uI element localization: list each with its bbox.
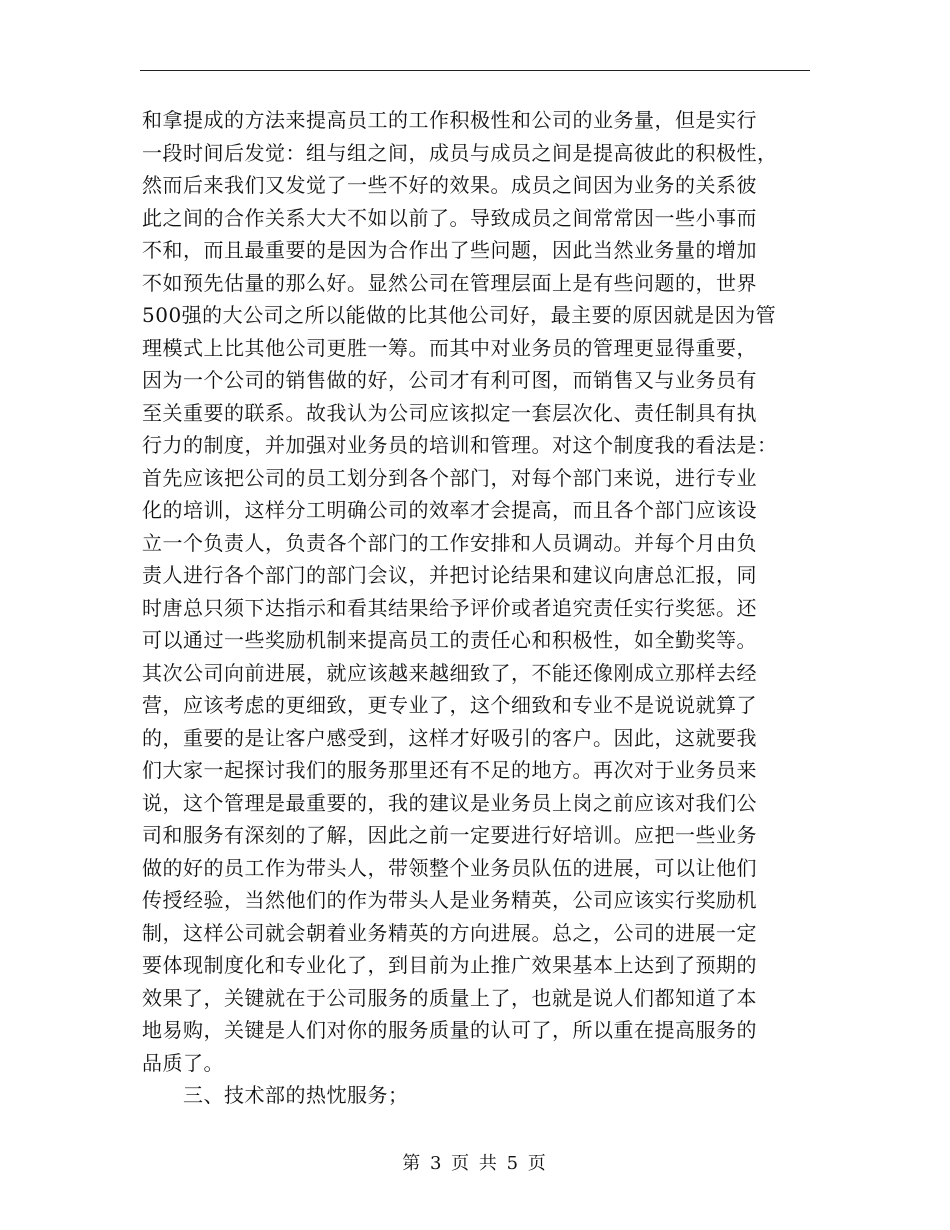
text-line: 不和，而且最重要的是因为合作出了些问题，因此当然业务量的增加 xyxy=(142,238,757,262)
text-line: 至关重要的联系。故我认为公司应该拟定一套层次化、责任制具有执 xyxy=(142,400,757,425)
text-line: 因为一个公司的销售做的好，公司才有利可图，而销售又与业务员有 xyxy=(142,368,757,392)
text-line: 们大家一起探讨我们的服务那里还有不足的地方。再次对于业务员来 xyxy=(142,758,757,782)
page-footer: 第 3 页 共 5 页 xyxy=(402,1153,548,1174)
text-line: 司和服务有深刻的了解，因此之前一定要进行好培训。应把一些业务 xyxy=(142,823,757,847)
text-line: 要体现制度化和专业化了，到目前为止推广效果基本上达到了预期的 xyxy=(142,953,757,977)
text-line: 化的培训，这样分工明确公司的效率才会提高，而且各个部门应该设 xyxy=(142,498,757,522)
text-line: 首先应该把公司的员工划分到各个部门，对每个部门来说，进行专业 xyxy=(142,465,757,490)
text-line: 说，这个管理是最重要的，我的建议是业务员上岗之前应该对我们公 xyxy=(142,790,757,815)
text-line: 做的好的员工作为带头人，带领整个业务员队伍的进展，可以让他们 xyxy=(142,855,757,880)
body-text xyxy=(142,104,822,1112)
text-line: 500强的大公司之所以能做的比其他公司好，最主要的原因就是因为管 xyxy=(142,303,777,327)
text-line: 此之间的合作关系大大不如以前了。导致成员之间常常因一些小事而 xyxy=(142,205,757,230)
text-line: 效果了，关键就在于公司服务的质量上了，也就是说人们都知道了本 xyxy=(142,985,757,1010)
text-line: 可以通过一些奖励机制来提高员工的责任心和积极性，如全勤奖等。 xyxy=(142,628,757,652)
text-line: 营，应该考虑的更细致，更专业了，这个细致和专业不是说说就算了 xyxy=(142,693,757,717)
text-line: 传授经验，当然他们的作为带头人是业务精英，公司应该实行奖励机 xyxy=(142,888,757,912)
text-line: 然而后来我们又发觉了一些不好的效果。成员之间因为业务的关系彼 xyxy=(142,173,757,197)
text-line: 时唐总只须下达指示和看其结果给予评价或者追究责任实行奖惩。还 xyxy=(142,595,757,620)
text-line: 和拿提成的方法来提高员工的工作积极性和公司的业务量，但是实行 xyxy=(142,108,757,132)
text-line: 一段时间后发觉：组与组之间，成员与成员之间是提高彼此的积极性， xyxy=(142,140,778,165)
header-rule xyxy=(140,70,810,71)
section-heading: 三、技术部的热忱服务； xyxy=(183,1083,409,1107)
text-line: 制，这样公司就会朝着业务精英的方向进展。总之，公司的进展一定 xyxy=(142,920,757,945)
text-line: 其次公司向前进展，就应该越来越细致了，不能还像刚成立那样去经 xyxy=(142,660,757,685)
text-line: 品质了。 xyxy=(142,1050,224,1075)
text-line: 立一个负责人，负责各个部门的工作安排和人员调动。并每个月由负 xyxy=(142,530,757,555)
text-line: 的，重要的是让客户感受到，这样才好吸引的客户。因此，这就要我 xyxy=(142,725,757,750)
text-line: 行力的制度，并加强对业务员的培训和管理。对这个制度我的看法是： xyxy=(142,433,778,457)
text-line: 不如预先估量的那么好。显然公司在管理层面上是有些问题的，世界 xyxy=(142,270,757,295)
text-line: 责人进行各个部门的部门会议，并把讨论结果和建议向唐总汇报，同 xyxy=(142,563,757,587)
text-line: 地易购，关键是人们对你的服务质量的认可了，所以重在提高服务的 xyxy=(142,1018,757,1042)
text-line: 理模式上比其他公司更胜一筹。而其中对业务员的管理更显得重要， xyxy=(142,335,757,360)
